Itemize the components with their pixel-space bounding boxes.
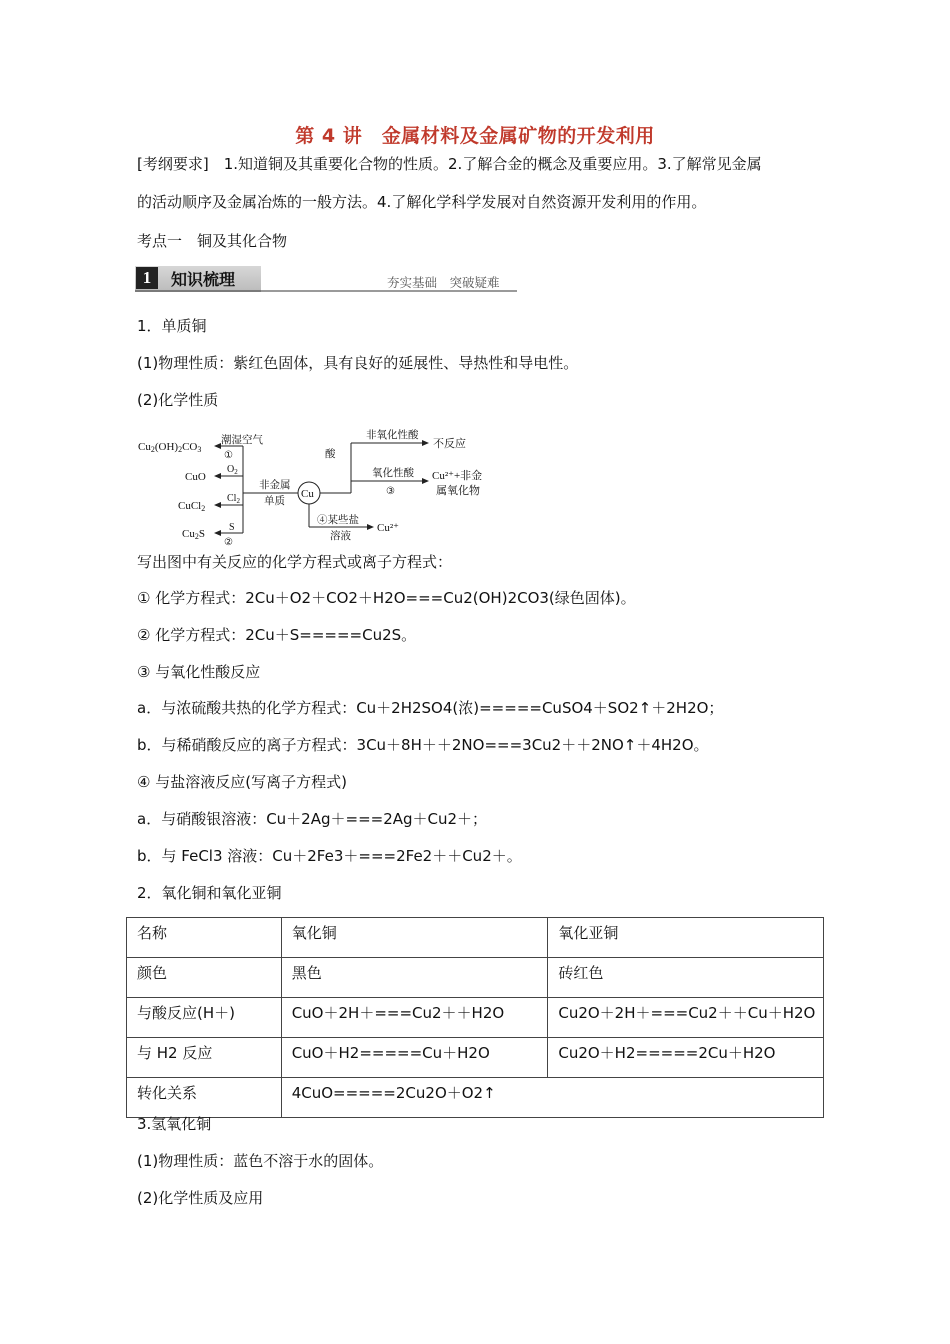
result-cu-ion-oxide-2: 属氧化物 [436, 485, 480, 497]
table-cell: 砖红色 [548, 958, 824, 998]
table-cell: 4CuO=====2Cu2O＋O2↑ [281, 1078, 823, 1118]
table-row [127, 918, 824, 958]
result-cu-ion-oxide-1: Cu²⁺+非金 [432, 470, 483, 482]
copper-reaction-diagram [135, 425, 515, 550]
paragraph-8: a．与浓硫酸共热的化学方程式：Cu＋2H2SO4(浓)=====CuSO4＋SO2↑＋2H2O； [137, 699, 724, 717]
table-cell: CuO＋H2=====Cu＋H2O [281, 1038, 548, 1078]
table-cell: CuO＋2H＋===Cu2＋＋H2O [281, 998, 548, 1038]
paragraph-1: 1．单质铜 [137, 317, 207, 335]
product-cuo: CuO [185, 471, 206, 483]
product-cu2s: Cu2S [182, 528, 205, 541]
reagent-s: S [229, 522, 235, 533]
paragraph-16: (2)化学性质及应用 [137, 1189, 264, 1207]
page-title: 第 4 讲 金属材料及金属矿物的开发利用 [295, 125, 655, 147]
table-cell: 与 H2 反应 [127, 1038, 282, 1078]
reagent-moist-air: 潮湿空气 [221, 435, 263, 446]
paragraph-11: a．与硝酸银溶液：Cu＋2Ag＋===2Ag＋Cu2＋； [137, 810, 488, 828]
paragraph-15: (1)物理性质：蓝色不溶于水的固体。 [137, 1152, 384, 1170]
banner-title: 知识梳理 [171, 270, 236, 289]
table-row [127, 1038, 824, 1078]
table-cell: 黑色 [281, 958, 548, 998]
table-cell: 氧化亚铜 [548, 918, 824, 958]
label-solution: 溶液 [330, 531, 351, 542]
label-non-oxidizing-acid: 非氧化性酸 [366, 430, 419, 441]
knowledge-banner [135, 266, 517, 294]
paragraph-9: b．与稀硝酸反应的离子方程式：3Cu＋8H＋＋2NO===3Cu2＋＋2NO↑＋4H2O。 [137, 736, 709, 754]
center-cu: Cu [301, 488, 314, 500]
paragraph-10: ④ 与盐溶液反应(写离子方程式) [137, 773, 347, 791]
reagent-o2: $O_2$ [227, 464, 238, 476]
table-row [127, 958, 824, 998]
table-cell: 氧化铜 [281, 918, 548, 958]
section-heading: 考点一 铜及其化合物 [137, 232, 288, 250]
circle-3: ③ [386, 486, 395, 497]
label-element: 单质 [264, 496, 285, 507]
table-cell: 名称 [127, 918, 282, 958]
copper-oxide-table [126, 917, 824, 1118]
table-row [127, 998, 824, 1038]
table-cell: Cu2O＋H2=====2Cu＋H2O [548, 1038, 824, 1078]
banner-number: 1 [136, 267, 158, 289]
reagent-cl2: $Cl_2$ [227, 493, 240, 505]
paragraph-6: ② 化学方程式：2Cu＋S=====Cu2S。 [137, 626, 417, 644]
requirements-line-2: 的活动顺序及金属冶炼的一般方法。4.了解化学科学发展对自然资源开发利用的作用。 [137, 193, 707, 211]
table-cell: 颜色 [127, 958, 282, 998]
banner-tab [135, 266, 261, 292]
paragraph-12: b．与 FeCl3 溶液：Cu＋2Fe3＋===2Fe2＋＋Cu2＋。 [137, 847, 522, 865]
table-cell: Cu2O＋2H＋===Cu2＋＋Cu＋H2O [548, 998, 824, 1038]
label-nonmetal: 非金属 [259, 480, 291, 491]
product-cucl2: CuCl2 [178, 500, 206, 513]
banner-subtitle: 夯实基础 突破疑难 [387, 275, 500, 290]
paragraph-2: (1)物理性质：紫红色固体，具有良好的延展性、导热性和导电性。 [137, 354, 579, 372]
label-salt-solution: ④某些盐 [317, 515, 359, 526]
requirements-line-1: [考纲要求] 1.知道铜及其重要化合物的性质。2.了解合金的概念及重要应用。3.了解常见金属 [137, 155, 762, 173]
paragraph-14: 3.氢氧化铜 [137, 1115, 212, 1133]
paragraph-7: ③ 与氧化性酸反应 [137, 663, 261, 681]
table-cell: 与酸反应(H＋) [127, 998, 282, 1038]
product-cu2oh2co3: Cu2(OH)2CO3 [138, 441, 202, 454]
result-cu-ion: Cu²⁺ [377, 522, 399, 534]
table-cell: 转化关系 [127, 1078, 282, 1118]
circle-1: ① [224, 450, 233, 461]
result-no-reaction: 不反应 [433, 438, 466, 450]
label-oxidizing-acid: 氧化性酸 [372, 468, 414, 479]
paragraph-4: 写出图中有关反应的化学方程式或离子方程式： [137, 553, 453, 571]
table-row [127, 1078, 824, 1118]
paragraph-5: ① 化学方程式：2Cu＋O2＋CO2＋H2O===Cu2(OH)2CO3(绿色固体)。 [137, 589, 636, 607]
label-acid: 酸 [325, 449, 336, 460]
paragraph-13: 2．氧化铜和氧化亚铜 [137, 884, 282, 902]
paragraph-3: (2)化学性质 [137, 391, 219, 409]
circle-2: ② [224, 537, 233, 548]
